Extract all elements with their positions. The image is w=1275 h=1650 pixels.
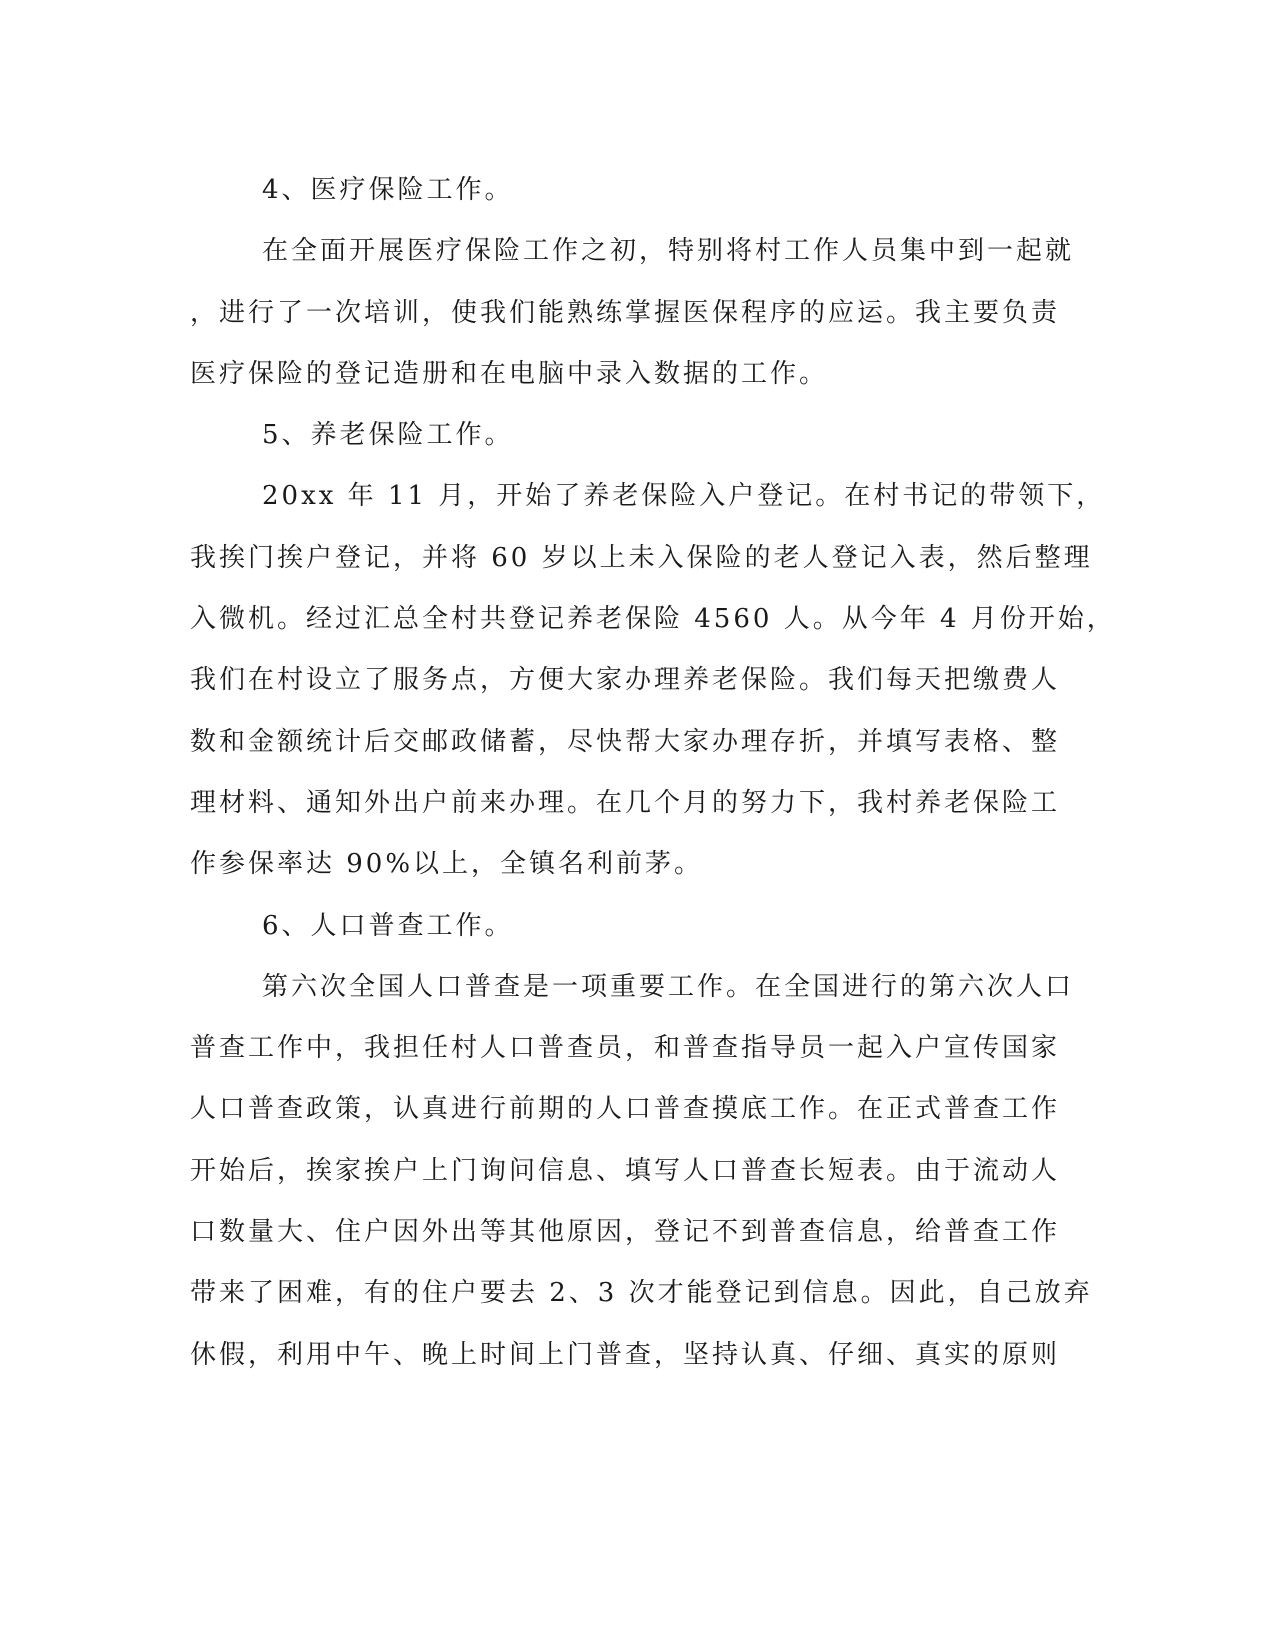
paragraph-line: 我们在村设立了服务点，方便大家办理养老保险。我们每天把缴费人 bbox=[190, 665, 1061, 696]
paragraph-line: 理材料、通知外出户前来办理。在几个月的努力下，我村养老保险工 bbox=[190, 787, 1061, 818]
paragraph-line: 第六次全国人口普查是一项重要工作。在全国进行的第六次人口 bbox=[262, 971, 1075, 1002]
paragraph-line: 休假，利用中午、晚上时间上门普查，坚持认真、仔细、真实的原则 bbox=[190, 1339, 1061, 1370]
section-heading-medical-insurance: 4、医疗保险工作。 bbox=[262, 175, 514, 205]
paragraph-line: 数和金额统计后交邮政储蓄，尽快帮大家办理存折，并填写表格、整 bbox=[190, 726, 1061, 757]
document-body bbox=[190, 160, 1116, 1386]
paragraph-line: 开始后，挨家挨户上门询问信息、填写人口普查长短表。由于流动人 bbox=[190, 1155, 1061, 1186]
paragraph-line: 我挨门挨户登记，并将 60 岁以上未入保险的老人登记入表，然后整理 bbox=[190, 542, 1093, 573]
section-heading-pension-insurance: 5、养老保险工作。 bbox=[262, 420, 514, 451]
paragraph-line: 作参保率达 90%以上，全镇名利前茅。 bbox=[190, 849, 704, 880]
paragraph-line: 入微机。经过汇总全村共登记养老保险 4560 人。从今年 4 月份开始， bbox=[190, 604, 1116, 635]
paragraph-line: 人口普查政策，认真进行前期的人口普查摸底工作。在正式普查工作 bbox=[190, 1094, 1061, 1125]
paragraph-line: ，进行了一次培训，使我们能熟练掌握医保程序的应运。我主要负责 bbox=[190, 297, 1061, 328]
paragraph-line: 20xx 年 11 月，开始了养老保险入户登记。在村书记的带领下， bbox=[262, 481, 1106, 512]
paragraph-line: 在全面开展医疗保险工作之初，特别将村工作人员集中到一起就 bbox=[262, 236, 1075, 267]
section-heading-census: 6、人口普查工作。 bbox=[262, 910, 514, 941]
paragraph-line: 医疗保险的登记造册和在电脑中录入数据的工作。 bbox=[190, 358, 829, 389]
paragraph-line: 带来了困难，有的住户要去 2、3 次才能登记到信息。因此，自己放弃 bbox=[190, 1278, 1093, 1309]
paragraph-line: 普查工作中，我担任村人口普查员，和普查指导员一起入户宣传国家 bbox=[190, 1033, 1061, 1064]
paragraph-line: 口数量大、住户因外出等其他原因，登记不到普查信息，给普查工作 bbox=[190, 1217, 1061, 1248]
